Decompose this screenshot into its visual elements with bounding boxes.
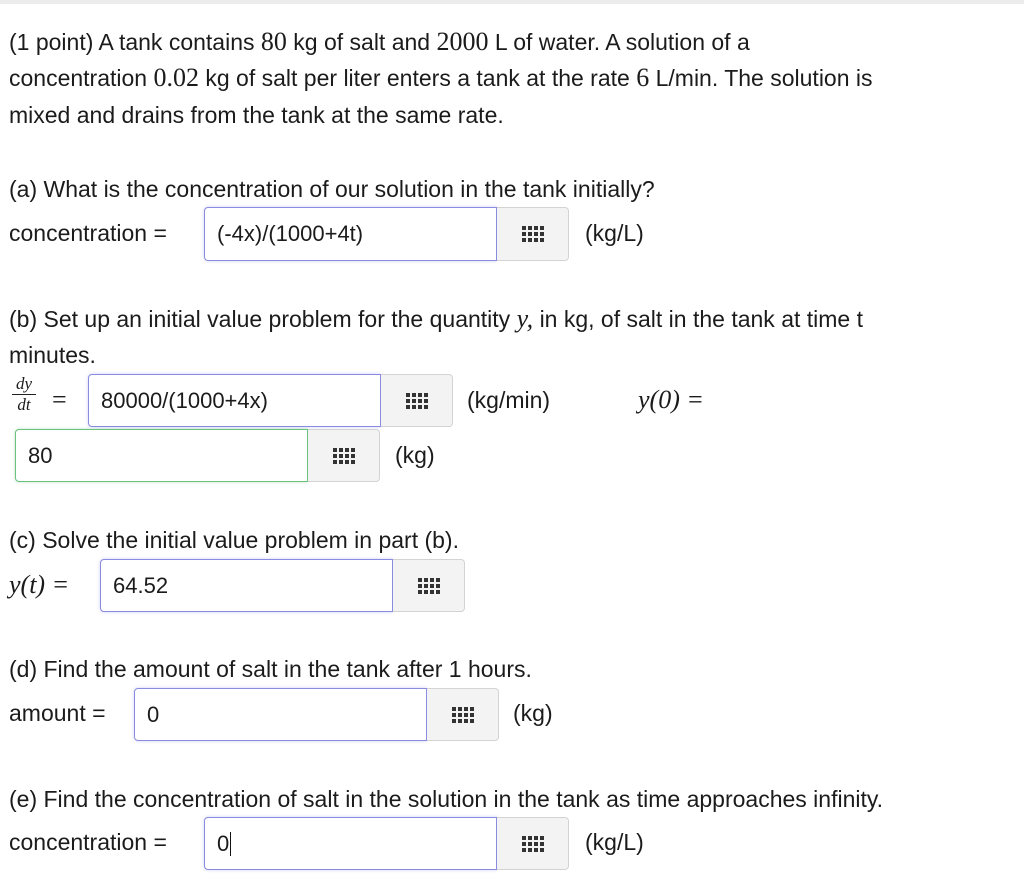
part-b-derivative-unit: (kg/min)	[467, 387, 551, 413]
equation-editor-grid-icon	[418, 578, 440, 594]
part-a-question: (a) What is the concentration of our solution in the tank initially?	[9, 176, 655, 202]
part-e-answer-input[interactable]	[204, 817, 497, 870]
text-cursor	[230, 832, 231, 856]
part-b-initial-value-equation-editor-button[interactable]	[308, 429, 380, 482]
equation-editor-grid-icon	[333, 448, 355, 464]
equation-editor-grid-icon	[406, 393, 428, 409]
part-b-question-line-1: (b) Set up an initial value problem for the quantity y, in kg, of salt in the tank at time t	[9, 304, 863, 333]
equation-editor-grid-icon	[522, 226, 544, 242]
equation-editor-grid-icon	[452, 707, 474, 723]
dy-dt-fraction: dy dt	[12, 375, 36, 414]
part-b-initial-value-input[interactable]: 80	[15, 429, 308, 482]
equation-editor-grid-icon	[522, 836, 544, 852]
part-e-answer-value: 0	[217, 830, 230, 856]
problem-intro-line-3: mixed and drains from the tank at the same rate.	[9, 102, 504, 128]
part-b-question-line-2: minutes.	[9, 342, 96, 368]
part-d-question: (d) Find the amount of salt in the tank after 1 hours.	[9, 656, 532, 682]
part-c-question: (c) Solve the initial value problem in part (b).	[9, 527, 459, 553]
part-e-equation-editor-button[interactable]	[497, 817, 569, 870]
part-c-label: y(t) =	[9, 570, 70, 599]
part-e-question: (e) Find the concentration of salt in the solution in the tank as time approaches infinity.	[9, 786, 884, 812]
part-e-label: concentration =	[9, 829, 167, 855]
part-b-equals: =	[52, 385, 67, 414]
part-d-label: amount =	[9, 700, 106, 726]
part-e-unit: (kg/L)	[585, 829, 644, 855]
top-divider	[0, 0, 1024, 4]
part-a-label: concentration =	[9, 220, 167, 246]
problem-intro-line-1: (1 point) A tank contains 80 kg of salt and 2000 L of water. A solution of a	[9, 27, 750, 56]
problem-intro-line-2: concentration 0.02 kg of salt per liter enters a tank at the rate 6 L/min. The solution is	[9, 63, 873, 92]
part-c-answer-input[interactable]: 64.52	[100, 559, 393, 612]
part-b-derivative-equation-editor-button[interactable]	[381, 374, 453, 427]
part-a-unit: (kg/L)	[585, 220, 644, 246]
part-d-unit: (kg)	[513, 700, 553, 726]
part-d-answer-input[interactable]: 0	[134, 688, 427, 741]
part-c-equation-editor-button[interactable]	[393, 559, 465, 612]
part-b-initial-condition-label: y(0) =	[638, 385, 704, 414]
part-b-derivative-input[interactable]: 80000/(1000+4x)	[88, 374, 381, 427]
part-a-equation-editor-button[interactable]	[497, 207, 569, 261]
part-b-initial-value-unit: (kg)	[395, 442, 435, 468]
part-d-equation-editor-button[interactable]	[427, 688, 499, 741]
part-a-answer-input[interactable]: (-4x)/(1000+4t)	[204, 207, 497, 261]
